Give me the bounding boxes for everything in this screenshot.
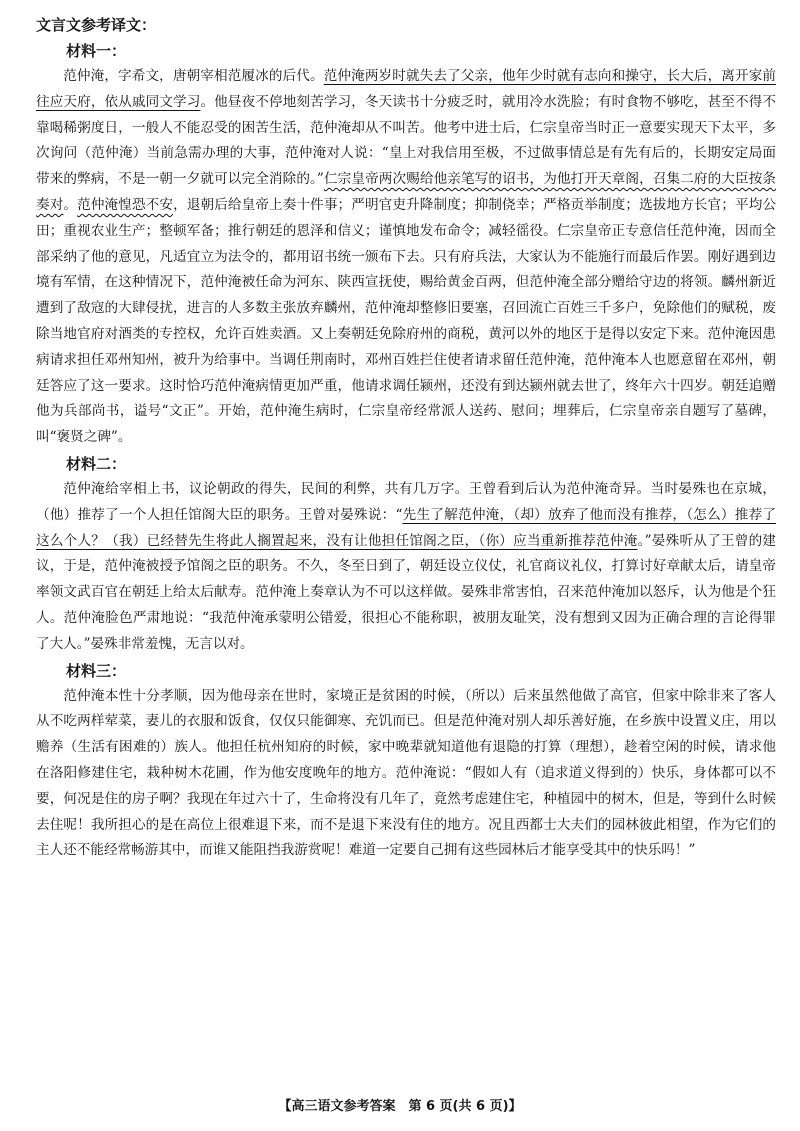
wavy-underlined-sentence: 仁宗皇帝两次赐给他亲笔写的诏书，为他打开天章阁，召集二府的大臣按条奏对 xyxy=(36,171,776,213)
material-one-paragraph xyxy=(36,64,776,451)
text-segment: 。他昼夜不停地刻苦学习，冬天读书十分疲乏时，就用冷水洗脸；有时食物不够吃，甚至不得不靠喝稀粥度日，一般人不能忍受的困苦生活，范仲淹却从不叫苦。他考中进士后，仁宗皇帝当时正一意要实现天下太平，多次询问（范仲淹）当前急需办理的大事，范仲淹对人说：“皇上对我信用至极，不过做事情总是有先有后的，长期安定局面带来的弊病，不是一朝一夕就可以完全消除的。” xyxy=(36,93,776,188)
underlined-sentence: 范仲淹两岁时就失去了父亲，他年少时就有志向和操守，长大后，离开家前往应天府，依从戚同文学习 xyxy=(36,68,777,110)
page-title: 文言文参考译文： xyxy=(36,16,157,34)
material-three-paragraph: 范仲淹本性十分孝顺，因为他母亲在世时，家境正是贫困的时候，（所以）后来虽然他做了高官，但家中除非来了客人从不吃两样荤菜，妻儿的衣服和饭食，仅仅只能御寒、充饥而已。但是范仲淹对别人却乐善好施，在乡族中设置义庄，用以赡养（生活有困难的）族人。他担任杭州知府的时候，家中晚辈就知道他有退隐的打算（理想），趁着空闲的时候，请求他在洛阳修建住宅，栽种树木花圃，作为他安度晚年的地方。范仲淹说：“假如人有（追求道义得到的）快乐，身体都可以不要，何况是住的房子啊？我现在年过六十了，生命将没有几年了，竟然考虑建住宅，种植园中的树木，但是，等到什么时候去住呢！我所担心的是在高位上很难退下来，而不是退下来没有住的地方。况且西都士大夫们的园林彼此相望，作为它们的主人还不能经常畅游其中，而谁又能阻挡我游赏呢！难道一定要自己拥有这些园林后才能享受其中的快乐吗！” xyxy=(36,687,776,859)
text-segment: 。 xyxy=(63,196,78,213)
material-one-heading: 材料一： xyxy=(66,42,127,60)
text-segment: ，退朝后给皇帝上奏十件事；严明官吏升降制度；抑制侥幸；严格贡举制度；选拔地方长官；平均公田；重视农业生产；整顿军备；推行朝廷的恩泽和信义；谨慎地发布命令；减轻徭役。仁宗皇帝正专意信任范仲淹，因而全部采纳了他的意见，凡适宜立为法令的，都用诏书统一颁布下去。只有府兵法，大家认为不能施行而最后作罢。刚好遇到边境有军情，在这种情况下，范仲淹被任命为河东、陕西宣抚使，赐给黄金百两，但范仲淹全部分赠给守边的将领。麟州新近遭到了敌寇的大肆侵扰，进言的人多数主张放弃麟州，范仲淹却整修旧要塞，召回流亡百姓三千多户，免除他们的赋税，废除当地官府对酒类的专控权，允许百姓卖酒。又上奏朝廷免除府州的商税，黄河以外的地区于是得以安定下来。范仲淹因患病请求担任邓州知州，被升为给事中。当调任荆南时，邓州百姓拦住使者请求留任范仲淹，范仲淹本人也愿意留在邓州，朝廷答应了这一要求。这时恰巧范仲淹病情更加严重，他请求调任颍州，还没有到达颍州就去世了，终年六十四岁。朝廷追赠他为兵部尚书，谥号“文正”。开始，范仲淹生病时，仁宗皇帝经常派人送药、慰问；埋葬后，仁宗皇帝亲自题写了墓碑，叫“褒贤之碑”。 xyxy=(36,196,777,446)
material-two-section xyxy=(36,451,776,658)
material-one-section xyxy=(36,38,776,451)
text-segment: 范仲淹给宰相上书，议论朝政的得失，民间的利弊，共有几万字。王曾看到后认为范仲淹奇异。当时晏殊也在京城，（他）推荐了一个人担任馆阁大臣的职务。王曾对晏殊说：“ xyxy=(36,480,776,523)
wavy-underlined-sentence: 范仲淹惶恐不安 xyxy=(77,196,174,213)
material-two-paragraph xyxy=(36,477,776,658)
translation-page xyxy=(36,12,776,864)
underlined-sentence: 先生了解范仲淹，（却）放弃了他而没有推荐，（怎么）推荐了这么个人？（我）已经替先生将此人搁置起来，没有让他担任馆阁之臣，（你）应当重新推荐范仲淹 xyxy=(36,506,776,549)
material-three-section xyxy=(36,658,776,865)
material-two-heading: 材料二： xyxy=(66,454,127,473)
text-segment: 范仲淹，字希文，唐朝宰相范履冰的后代。 xyxy=(63,68,324,84)
material-three-heading: 材料三： xyxy=(66,661,127,680)
page-footer: 【高三语文参考答案 第 6 页(共 6 页)】 xyxy=(278,1099,522,1114)
text-segment: 。”晏殊听从了王曾的建议，于是，范仲淹被授予馆阁之臣的职务。不久，冬至日到了，朝廷设立仪仗，礼官商议礼仪，打算讨好章献太后，请皇帝率领文武百官在朝廷上给太后献寿。范仲淹上奏章认为不可以这样做。晏殊非常害怕，召来范仲淹加以怒斥，认为他是个狂人。范仲淹脸色严肃地说：“我范仲淹承蒙明公错爱，很担心不能称职，被朋友耻笑，没有想到又因为正确合理的言论得罪了大人。”晏殊非常羞愧，无言以对。 xyxy=(36,532,776,652)
